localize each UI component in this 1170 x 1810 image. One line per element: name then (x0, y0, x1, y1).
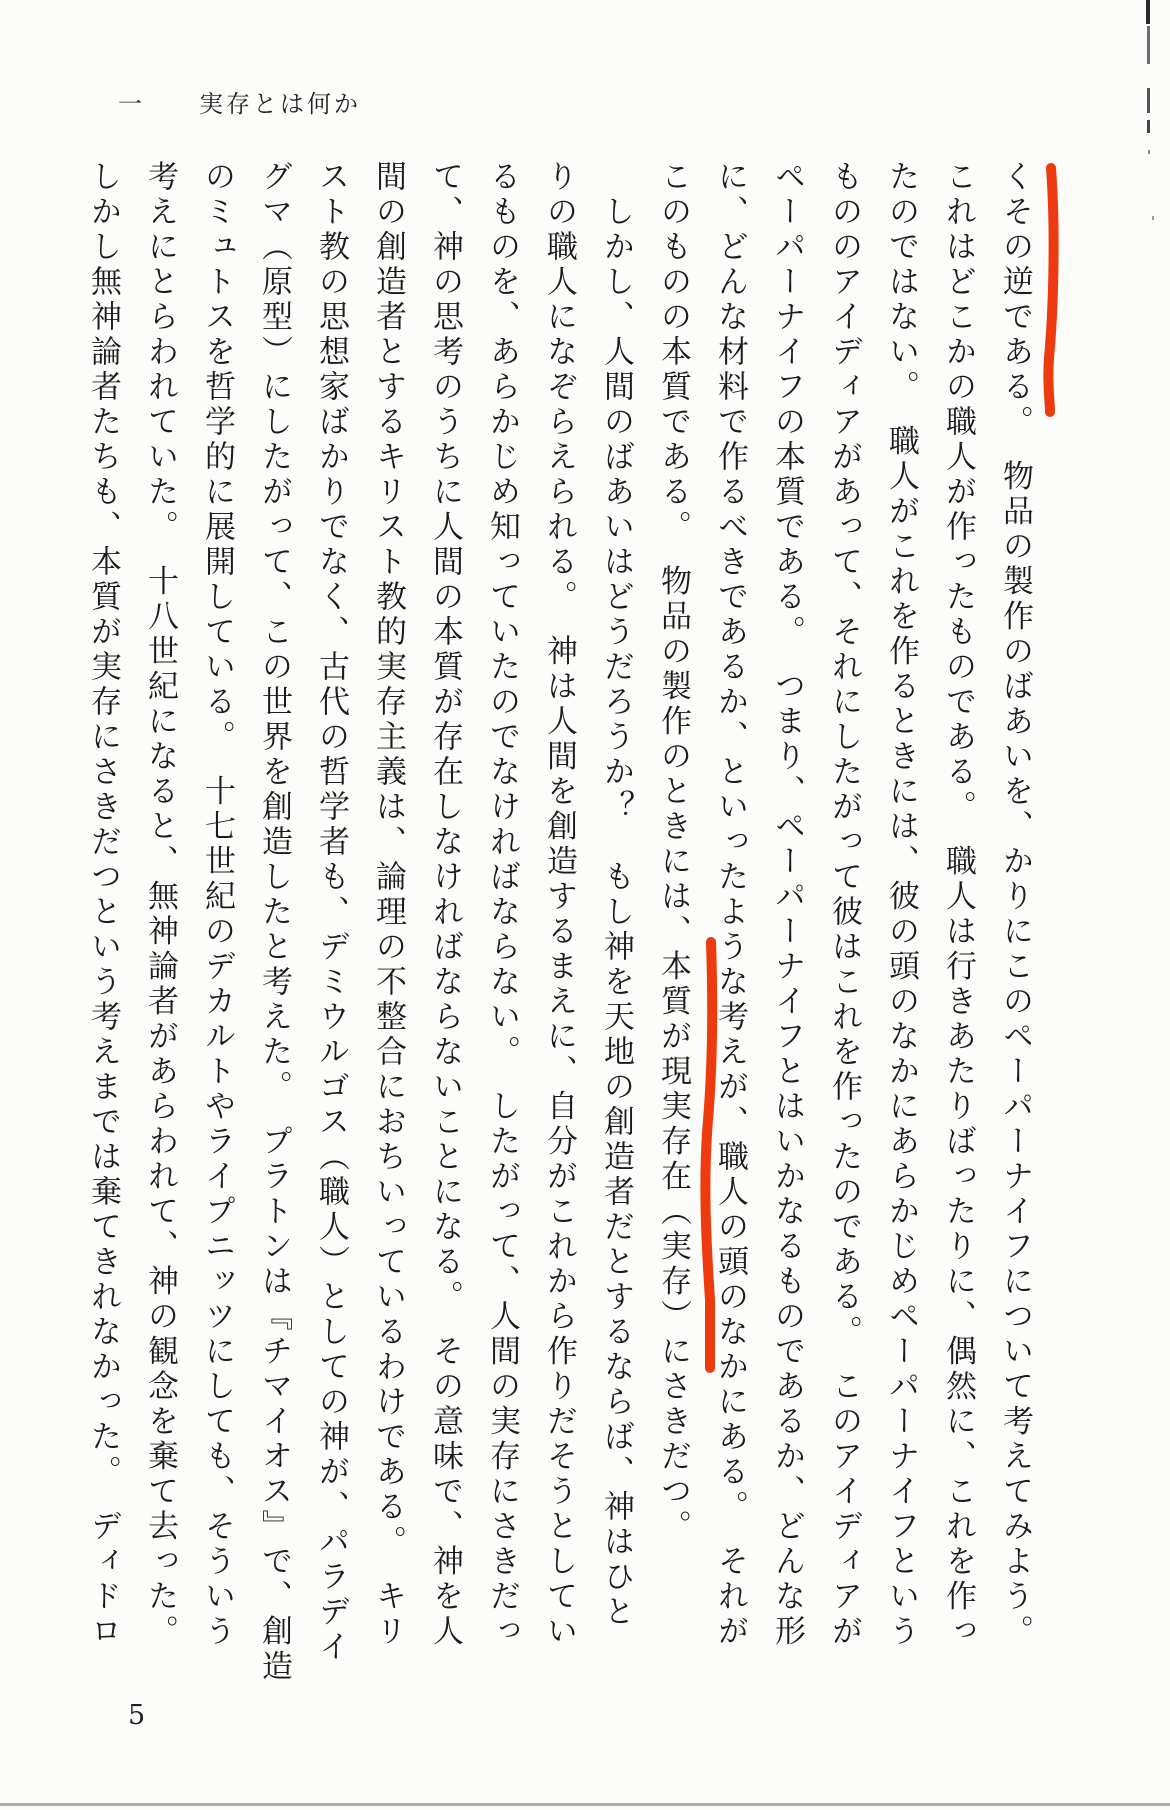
scan-edge-line-bottom (0, 1803, 1170, 1806)
scan-artifact-edge-segment (1146, 0, 1150, 24)
text-column-14: グマ（原型）にしたがって、この世界を創造したと考えた。 プラトンは『チマイオス』で、創造 (256, 160, 292, 1685)
scan-artifact-speck (1148, 150, 1150, 154)
scan-artifact-edge-segment (1147, 120, 1150, 133)
text-column-04: もののアイディアがあって、それにしたがって彼はこれを作ったのである。 このアイディアが (826, 160, 862, 1650)
red-mark-line-1 (1048, 168, 1053, 412)
text-column-10: るものを、あらかじめ知っていたのでなければならない。 したがって、人間の実存にさきだっ (484, 160, 520, 1650)
text-column-09: りの職人になぞらえられる。 神は人間を創造するまえに、自分がこれから作りだそうとしてい (541, 160, 577, 1650)
text-column-13: スト教の思想家ばかりでなく、古代の哲学者も、デミウルゴス（職人）としての神が、パラデイ (313, 160, 349, 1665)
text-column-02: これはどこかの職人が作ったものである。 職人は行きあたりばったりに、偶然に、これを作っ (940, 160, 976, 1650)
text-column-17: しかし無神論者たちも、本質が実存にさきだつという考えまでは棄てきれなかった。 ディドロ (85, 160, 121, 1650)
text-column-03: たのではない。 職人がこれを作るときには、彼の頭のなかにあらかじめペーパーナイフという (883, 160, 919, 1650)
scan-artifact-speck (1152, 216, 1154, 220)
running-header: 一 実存とは何か (118, 90, 361, 118)
text-column-06: に、どんな材料で作るべきであるか、といったような考えが、職人の頭のなかにある。 それが (712, 160, 748, 1650)
text-column-05: ペーパーナイフの本質である。 つまり、ペーパーナイフとはいかなるものであるか、どんな形 (769, 160, 805, 1650)
text-column-08: しかし、人間のばあいはどうだろうか？ もし神を天地の創造者だとするならば、神はひと (598, 160, 634, 1630)
text-column-11: て、神の思考のうちに人間の本質が存在しなければならないことになる。 その意味で、神を人 (427, 160, 463, 1650)
main-text-block (74, 160, 1043, 1685)
text-column-15: のミュトスを哲学的に展開している。 十七世紀のデカルトやライプニッツにしても、そういう (199, 160, 235, 1650)
page-number: 5 (128, 1700, 146, 1731)
text-column-07: このものの本質である。 物品の製作のときには、本質が現実存在（実存）にさきだつ。 (655, 160, 691, 1545)
text-column-12: 間の創造者とするキリスト教的実存主義は、論理の不整合におちいっているわけである。 キリ (370, 160, 406, 1650)
scan-artifact-edge-segment (1147, 26, 1150, 64)
scan-artifact-edge-segment (1147, 88, 1150, 113)
text-column-16: 考えにとらわれていた。 十八世紀になると、無神論者があらわれて、神の観念を棄て去った。 (142, 160, 178, 1650)
text-column-01: くその逆である。 物品の製作のばあいを、かりにこのペーパーナイフについて考えてみよう。 (997, 160, 1033, 1650)
